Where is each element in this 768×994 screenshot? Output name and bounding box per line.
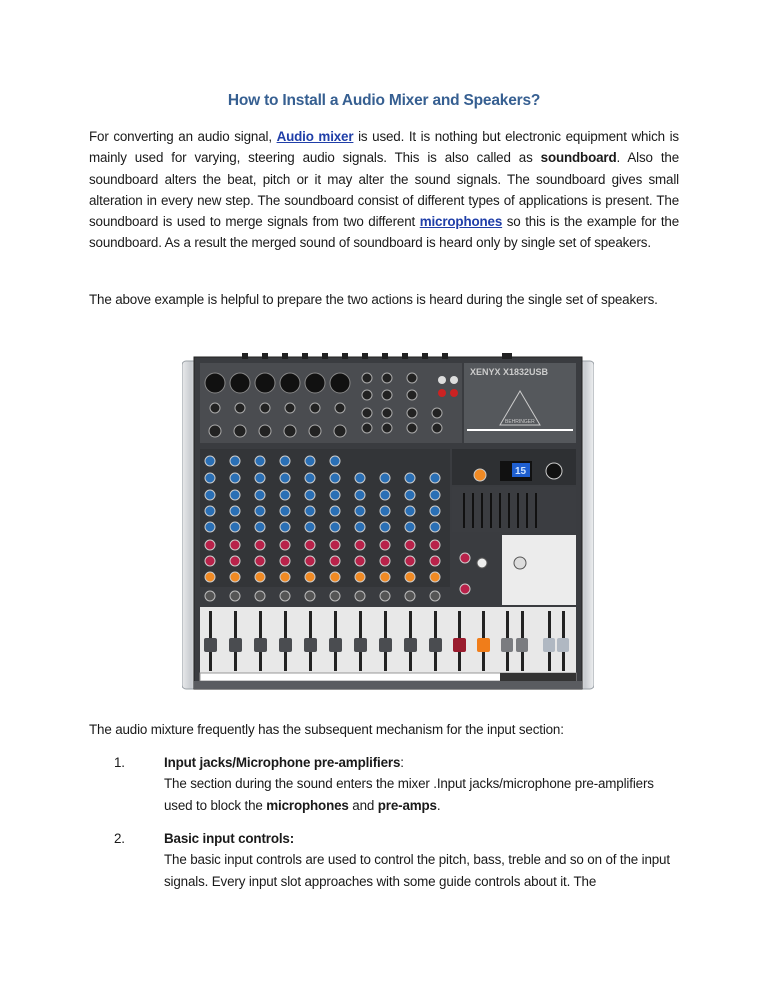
svg-text:XENYX X1832USB: XENYX X1832USB xyxy=(470,367,549,377)
text-run: and xyxy=(348,797,378,813)
audio-mixer-image xyxy=(182,353,594,691)
list-number: 2. xyxy=(114,831,125,846)
microphones-link[interactable]: microphones xyxy=(419,214,503,230)
intro-paragraph xyxy=(89,126,679,254)
svg-text:BEHRINGER: BEHRINGER xyxy=(505,419,535,425)
list-item-text: The basic input controls are used to control the pitch, bass, treble and so on of the input signals. Every input slot approaches with some guide controls about it. The xyxy=(164,852,670,889)
page-title: How to Install a Audio Mixer and Speakers? xyxy=(227,92,541,109)
list-number: 1. xyxy=(114,755,125,770)
text-run: The section during the sound enters the mixer .Input jacks/microphone pre-amplifiers used to block the xyxy=(164,776,654,813)
text-run: : xyxy=(400,755,404,770)
example-paragraph: The above example is helpful to prepare the two actions is heard during the single set of speakers. xyxy=(89,292,658,307)
input-section-intro: The audio mixture frequently has the subsequent mechanism for the input section: xyxy=(89,722,564,737)
bold-soundboard: soundboard xyxy=(540,150,617,166)
bold-pre-amps: pre-amps xyxy=(377,797,437,813)
svg-text:15: 15 xyxy=(515,466,527,477)
text-run: so this is the example for the soundboard. As a result the merged sound of soundboard is heard only by single set of speakers. xyxy=(89,214,680,251)
list-item-heading: Input jacks/Microphone pre-amplifiers xyxy=(164,755,401,770)
audio-mixer-link[interactable]: Audio mixer xyxy=(276,129,354,144)
text-run: . xyxy=(436,797,441,813)
text-run: . Also the soundboard alters the beat, pitch or it may alter the sound signals. The soundboard gives small alteration in every new step. The soundboard consist of different types of applications is present. The soundboard is used to merge signals from two different xyxy=(89,150,679,230)
list-item-body xyxy=(164,828,679,892)
text-run: For converting an audio signal, xyxy=(89,129,277,144)
bold-microphones: microphones xyxy=(266,797,349,813)
list-item-body xyxy=(164,752,679,816)
text-run: is used. It is nothing but electronic equipment which is mainly used for varying, steering audio signals. This is also called as xyxy=(89,129,679,166)
list-item-heading: Basic input controls: xyxy=(164,831,295,846)
